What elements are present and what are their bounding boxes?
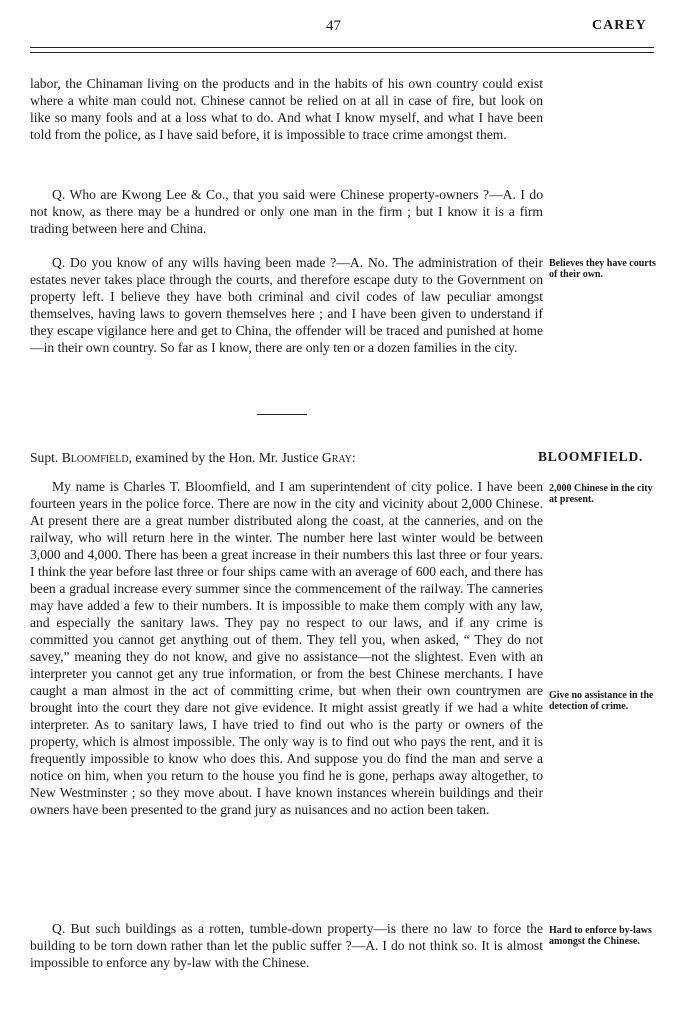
margin-note-bylaws: Hard to enforce by-laws amongst the Chinese. bbox=[549, 925, 652, 947]
exam-suffix: : bbox=[351, 450, 356, 465]
carey-paragraph-1 bbox=[30, 75, 543, 143]
paragraph-text: Q. Who are Kwong Lee & Co., that you said were Chinese property-owners ?—A. I do not know, as there may be a hundred or only one man in the firm ; but I know it is a firm trading between here and China. bbox=[30, 187, 543, 236]
exam-middle: , examined by the Hon. Mr. Justice bbox=[128, 450, 322, 465]
header-rule-top bbox=[30, 47, 654, 48]
margin-note-2000-chinese: 2,000 Chinese in the city at present. bbox=[549, 483, 653, 505]
exam-witness: Bloomfield bbox=[61, 450, 129, 465]
bloomfield-paragraph-1 bbox=[30, 478, 543, 818]
margin-note-no-assistance: Give no assistance in the detection of crime. bbox=[549, 690, 654, 712]
section-divider bbox=[257, 414, 307, 415]
paragraph-text: My name is Charles T. Bloomfield, and I am superintendent of city police. I have been fourteen years in the police force. There are now in the city and vicinity about 2,000 Chinese. At present there are a great number distributed along the coast, at the canneries, and on the railway, who will return here in the winter. The number here last winter would be between 3,000 and 4,000. There has been a great increase in their numbers this last three or four years. I think the year before last three or four ships came with an average of 600 each, and there has been a gradual increase every summer since the commencement of the railway. The canneries may have added a few to their numbers. It is impossible to make them comply with any law, and especially the sanitary laws. They pay no respect to our laws, and if any crime is committed you cannot get anything out of them. They tell you, when asked, “ They do not savey,” meaning they do not know, and give no assistance—not the slightest. Even with an interpreter you cannot get any true information, or from the best Chinese merchants. I have caught a man almost in the act of committing crime, but when their own countrymen are brought into the court they dare not give evidence. It might assist greatly if we had a white interpreter. As to sanitary laws, I have tried to find out who is the party or owners of the property, which is almost impossible. The only way is to find out who pays the rent, and it is frequently impossible to know who does this. And suppose you do find the man and serve a notice on him, when you return to the house you find he is gone, perhaps away altogether, to New Westminster ; so they move about. I have known instances wherein buildings and their owners have been presented to the grand jury as nuisances and no action been taken. bbox=[30, 479, 543, 817]
header-rule-bottom bbox=[30, 52, 654, 53]
margin-note-courts: Believes they have courts of their own. bbox=[549, 258, 656, 280]
carey-paragraph-2 bbox=[30, 186, 543, 237]
paragraph-text: Q. Do you know of any wills having been made ?—A. No. The administration of their estates never takes place through the courts, and therefore escape duty to the Government on property left. I believe they have both criminal and civil codes of law peculiar amongst themselves, having laws to govern themselves here ; and I have been given to understand if they escape vigilance here and get to China, the offender will be traced and punished at home—in their own country. So far as I know, there are only ten or a dozen families in the city. bbox=[30, 255, 543, 355]
page-number: 47 bbox=[326, 18, 341, 34]
paragraph-text: labor, the Chinaman living on the products and in the habits of his own country could exist where a white man could not. Chinese cannot be relied on at all in case of fire, but look on like so many fools and at a loss what to do. And what I know myself, and what I have been told from the police, as I have said before, it is impossible to trace crime amongst them. bbox=[30, 76, 543, 142]
examination-line bbox=[30, 450, 543, 466]
witness-title: BLOOMFIELD. bbox=[538, 449, 644, 464]
paragraph-text: Q. But such buildings as a rotten, tumble-down property—is there no law to force the building to be torn down rather than let the public suffer ?—A. I do not think so. It is almost impossible to enforce any by-law with the Chinese. bbox=[30, 921, 543, 970]
bloomfield-paragraph-2 bbox=[30, 920, 543, 971]
exam-judge: Gray bbox=[321, 450, 352, 465]
exam-prefix: Supt. bbox=[30, 450, 62, 465]
running-head: CAREY bbox=[592, 18, 647, 33]
carey-paragraph-3 bbox=[30, 254, 543, 356]
